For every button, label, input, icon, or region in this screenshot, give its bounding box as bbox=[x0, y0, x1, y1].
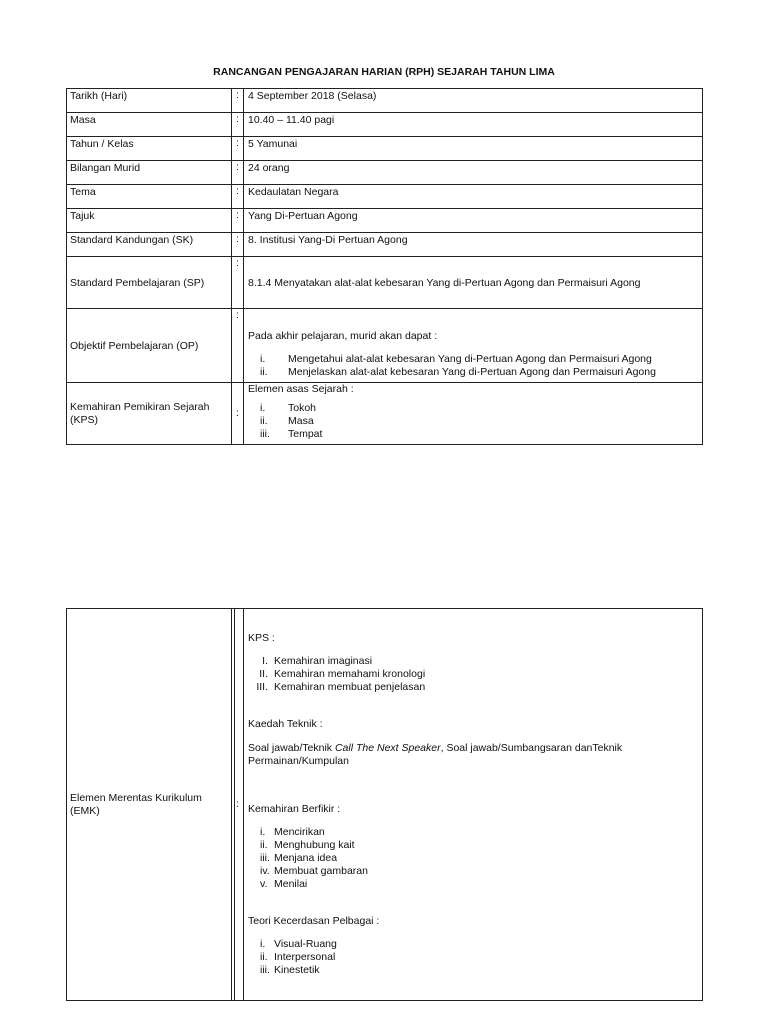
list-item: ii. Masa bbox=[260, 415, 314, 427]
table-row bbox=[67, 137, 703, 161]
emk-table bbox=[66, 608, 703, 1001]
kaedah-heading: Kaedah Teknik : bbox=[248, 718, 323, 730]
colon: : bbox=[232, 609, 244, 1001]
list-item: I. Kemahiran imaginasi bbox=[262, 655, 373, 667]
table-row bbox=[67, 233, 703, 257]
colon: : bbox=[232, 383, 244, 445]
table-row bbox=[67, 161, 703, 185]
colon: : bbox=[232, 257, 244, 309]
table-row bbox=[67, 113, 703, 137]
row-value: 10.40 – 11.40 pagi bbox=[244, 113, 703, 137]
list-item: i. Visual-Ruang bbox=[260, 938, 337, 950]
kaedah-text: Soal jawab/Teknik Call The Next Speaker, Soal jawab/Sumbangsaran danTeknik Permainan/Kumpulan bbox=[248, 742, 623, 767]
list-item: ii. Interpersonal bbox=[260, 951, 336, 963]
list-item: iv. Membuat gambaran bbox=[260, 865, 368, 877]
colon: : bbox=[232, 89, 244, 113]
row-label: Bilangan Murid bbox=[67, 161, 232, 185]
table-row-kps bbox=[67, 383, 703, 445]
table-row-op bbox=[67, 309, 703, 383]
emk-cell bbox=[244, 609, 703, 1001]
list-item: iii. Menjana idea bbox=[260, 852, 338, 864]
list-item: III. Kemahiran membuat penjelasan bbox=[256, 681, 426, 693]
row-value: 5 Yamunai bbox=[244, 137, 703, 161]
colon: : bbox=[232, 209, 244, 233]
colon: : bbox=[232, 137, 244, 161]
row-label: Tarikh (Hari) bbox=[67, 89, 232, 113]
berfikir-list bbox=[248, 826, 702, 891]
kps-cell bbox=[244, 383, 703, 445]
colon: : bbox=[232, 113, 244, 137]
colon: : bbox=[232, 233, 244, 257]
row-label: Tahun / Kelas bbox=[67, 137, 232, 161]
row-value: Yang Di-Pertuan Agong bbox=[244, 209, 703, 233]
row-label: Tema bbox=[67, 185, 232, 209]
row-label: Masa bbox=[67, 113, 232, 137]
teori-list bbox=[248, 938, 702, 977]
list-item: i. Mengetahui alat-alat kebesaran Yang di-Pertuan Agong dan Permaisuri Agong bbox=[260, 353, 652, 365]
page-title: RANCANGAN PENGAJARAN HARIAN (RPH) SEJARAH TAHUN LIMA bbox=[213, 66, 555, 78]
table-row-emk bbox=[67, 609, 703, 1001]
op-list bbox=[248, 353, 702, 379]
berfikir-heading: Kemahiran Berfikir : bbox=[248, 803, 341, 815]
colon: : bbox=[232, 185, 244, 209]
kps-intro: Elemen asas Sejarah : bbox=[248, 383, 354, 395]
colon: : bbox=[232, 161, 244, 185]
colon: : bbox=[232, 309, 244, 383]
op-intro: Pada akhir pelajaran, murid akan dapat : bbox=[248, 330, 438, 342]
list-item: i. Mencirikan bbox=[260, 826, 325, 838]
kps-heading: KPS : bbox=[248, 632, 275, 644]
row-label: Tajuk bbox=[67, 209, 232, 233]
emk-label: Elemen Merentas Kurikulum (EMK) bbox=[67, 609, 232, 1001]
sp-label: Standard Pembelajaran (SP) bbox=[67, 257, 232, 309]
row-value: 4 September 2018 (Selasa) bbox=[244, 89, 703, 113]
list-item: i. Tokoh bbox=[260, 402, 317, 414]
table-row-sp bbox=[67, 257, 703, 309]
list-item: ii. Menghubung kait bbox=[260, 839, 355, 851]
list-item: v. Menilai bbox=[260, 878, 308, 890]
table-row bbox=[67, 185, 703, 209]
kps-label: Kemahiran Pemikiran Sejarah (KPS) bbox=[67, 383, 232, 445]
op-label: Objektif Pembelajaran (OP) bbox=[67, 309, 232, 383]
emk-kps-list bbox=[248, 655, 702, 694]
teori-heading: Teori Kecerdasan Pelbagai : bbox=[248, 915, 380, 927]
op-cell bbox=[244, 309, 703, 383]
table-row bbox=[67, 89, 703, 113]
row-value: Kedaulatan Negara bbox=[244, 185, 703, 209]
list-item: ii. Menjelaskan alat-alat kebesaran Yang di-Pertuan Agong dan Permaisuri Agong bbox=[260, 366, 656, 378]
list-item: II. Kemahiran memahami kronologi bbox=[259, 668, 426, 680]
list-item: iii. Kinestetik bbox=[260, 964, 320, 976]
list-item: iii. Tempat bbox=[260, 428, 323, 440]
kps-list bbox=[248, 402, 702, 441]
row-value: 24 orang bbox=[244, 161, 703, 185]
sp-value: 8.1.4 Menyatakan alat-alat kebesaran Yang di-Pertuan Agong dan Permaisuri Agong bbox=[244, 257, 703, 309]
row-value: 8. Institusi Yang-Di Pertuan Agong bbox=[244, 233, 703, 257]
rph-info-table bbox=[66, 88, 703, 445]
row-label: Standard Kandungan (SK) bbox=[67, 233, 232, 257]
table-row bbox=[67, 209, 703, 233]
